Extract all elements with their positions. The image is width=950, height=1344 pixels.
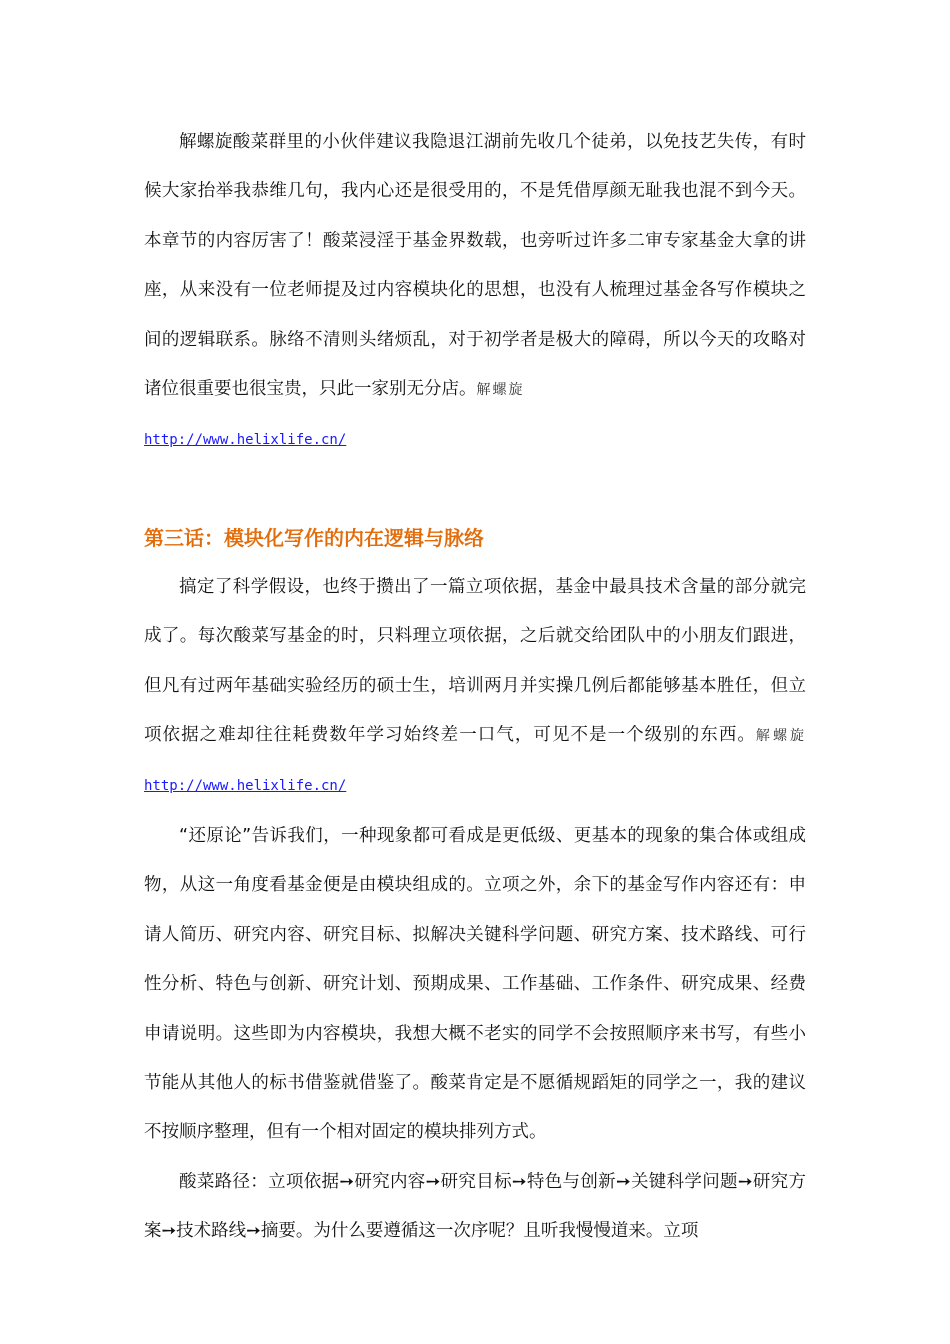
body-paragraph-3: 酸菜路径：立项依据➙研究内容➙研究目标➙特色与创新➙关键科学问题➙研究方案➙技术路线➙摘要。为什么要遵循这一次序呢？且听我慢慢道来。立项	[144, 1171, 806, 1242]
intro-paragraph	[144, 118, 806, 466]
body-signature: 解螺旋	[755, 728, 807, 745]
body-paragraph-1	[144, 563, 806, 812]
intro-text: 解螺旋酸菜群里的小伙伴建议我隐退江湖前先收几个徒弟，以免技艺失传，有时候大家抬举我恭维几句，我内心还是很受用的，不是凭借厚颜无耻我也混不到今天。本章节的内容厉害了！酸菜浸淫于基金界数载，也旁听过许多二审专家基金大拿的讲座，从来没有一位老师提及过内容模块化的思想，也没有人梳理过基金各写作模块之间的逻辑联系。脉络不清则头绪烦乱，对于初学者是极大的障碍，所以今天的攻略对诸位很重要也很宝贵，只此一家别无分店。	[144, 132, 806, 400]
intro-signature: 解螺旋	[476, 382, 525, 399]
body-text-1: 搞定了科学假设，也终于攒出了一篇立项依据，基金中最具技术含量的部分就完成了。每次酸菜写基金的时，只料理立项依据，之后就交给团队中的小朋友们跟进，但凡有过两年基础实验经历的硕士生，培训两月并实操几例后都能够基本胜任，但立项依据之难却往往耗费数年学习始终差一口气，可见不是一个级别的东西。	[144, 576, 806, 746]
section-heading: 第三话：模块化写作的内在逻辑与脉络	[144, 525, 484, 550]
body-link[interactable]: http://www.helixlife.cn/	[144, 778, 347, 795]
document-page	[144, 118, 806, 1257]
body-paragraph-2: “还原论”告诉我们，一种现象都可看成是更低级、更基本的现象的集合体或组成物，从这一角度看基金便是由模块组成的。立项之外，余下的基金写作内容还有：申请人简历、研究内容、研究目标、拟解决关键科学问题、研究方案、技术路线、可行性分析、特色与创新、研究计划、预期成果、工作基础、工作条件、研究成果、经费申请说明。这些即为内容模块，我想大概不老实的同学不会按照顺序来书写，有些小节能从其他人的标书借鉴就借鉴了。酸菜肯定是不愿循规蹈矩的同学之一，我的建议不按顺序整理，但有一个相对固定的模块排列方式。	[144, 825, 806, 1143]
intro-link[interactable]: http://www.helixlife.cn/	[144, 432, 347, 449]
